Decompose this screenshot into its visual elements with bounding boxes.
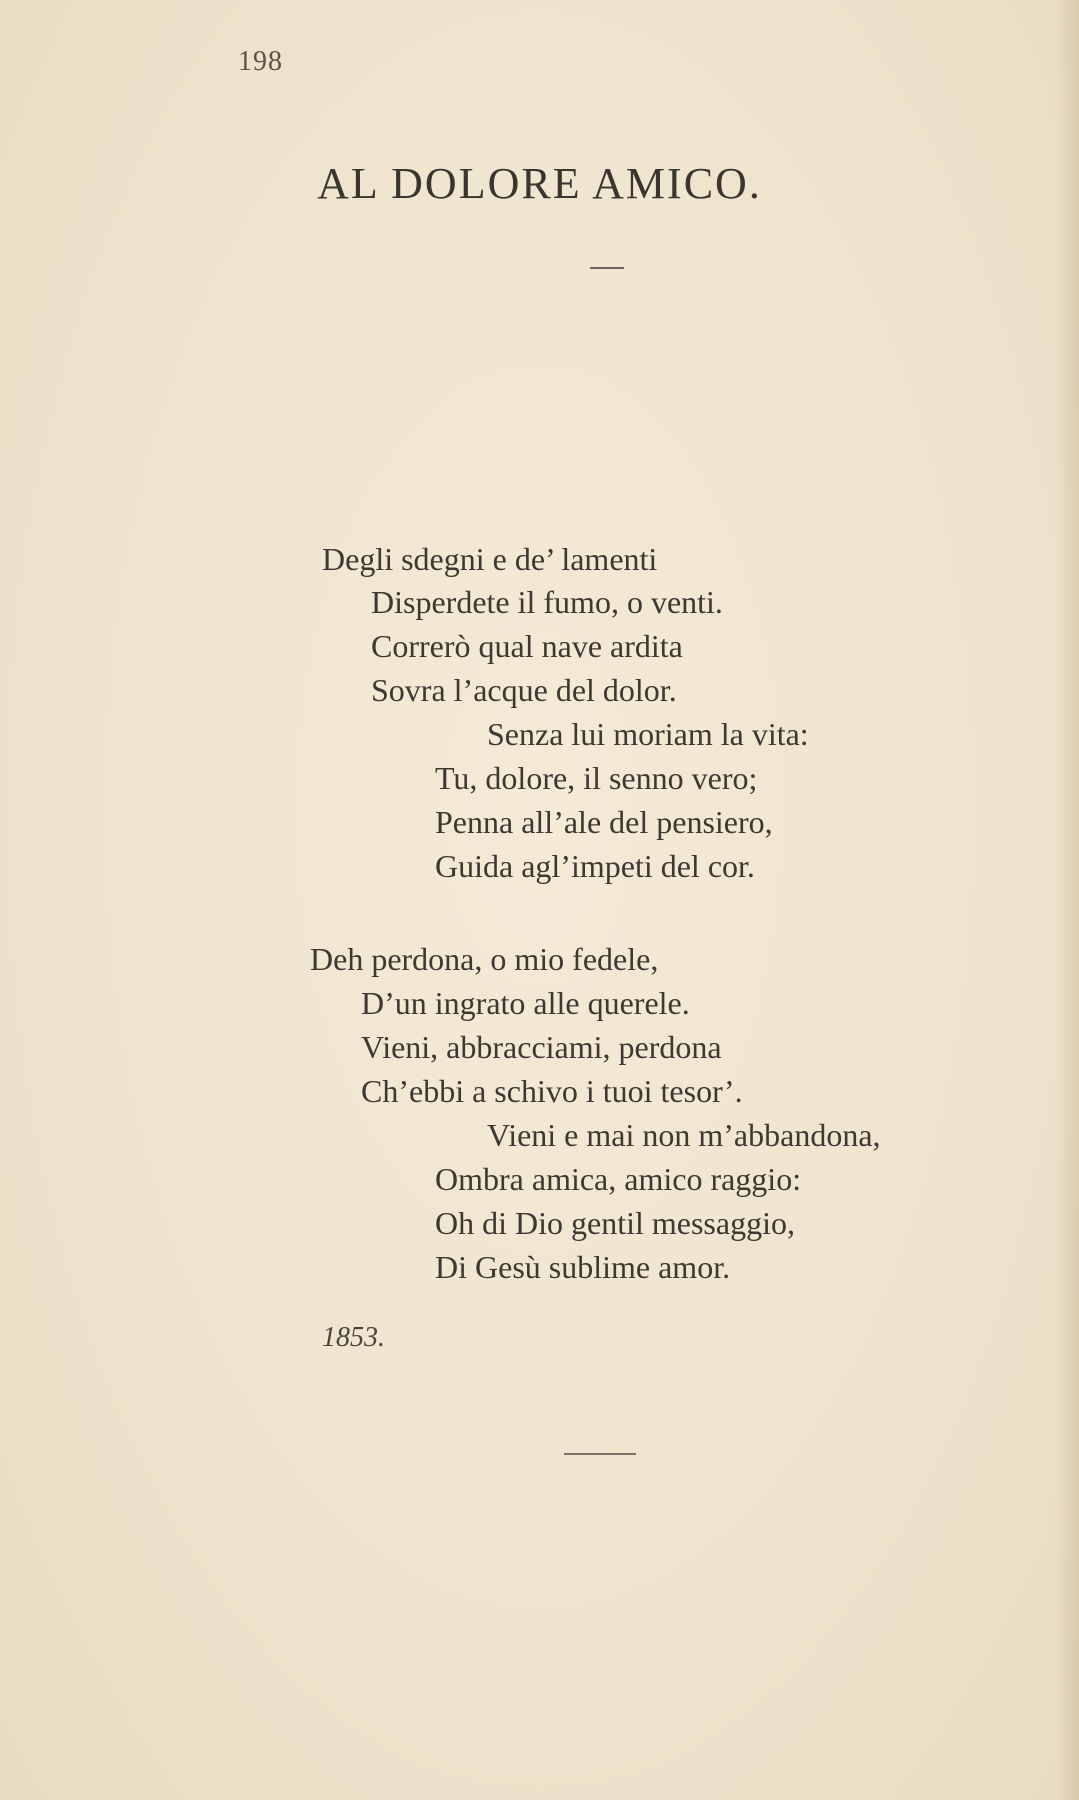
verse-line: Ombra amica, amico raggio: <box>435 1161 802 1197</box>
verse-line: Disperdete il fumo, o venti. <box>371 584 723 620</box>
end-rule <box>564 1453 636 1455</box>
verse-line: Senza lui moriam la vita: <box>487 716 809 752</box>
verse-line: D’un ingrato alle querele. <box>361 985 690 1021</box>
verse-line: Vieni, abbracciami, perdona <box>361 1029 722 1065</box>
verse-line: Tu, dolore, il senno vero; <box>435 760 758 796</box>
verse-line: Oh di Dio gentil messaggio, <box>435 1205 795 1241</box>
verse-line: Sovra l’acque del dolor. <box>371 672 677 708</box>
title-rule <box>590 267 624 269</box>
poem-date: 1853. <box>322 1322 385 1353</box>
verse-line: Vieni e mai non m’abbandona, <box>487 1117 881 1153</box>
page-edge-shadow <box>1055 0 1079 1800</box>
verse-line: Correrò qual nave ardita <box>371 628 683 664</box>
page-number: 198 <box>238 46 283 77</box>
verse-line: Di Gesù sublime amor. <box>435 1249 731 1285</box>
verse-line: Penna all’ale del pensiero, <box>435 804 773 840</box>
verse-line: Ch’ebbi a schivo i tuoi tesor’. <box>361 1073 743 1109</box>
verse-line: Deh perdona, o mio fedele, <box>310 941 659 977</box>
poem-title: AL DOLORE AMICO. <box>317 159 762 208</box>
verse-line: Degli sdegni e de’ lamenti <box>322 541 658 577</box>
verse-line: Guida agl’impeti del cor. <box>435 848 755 884</box>
